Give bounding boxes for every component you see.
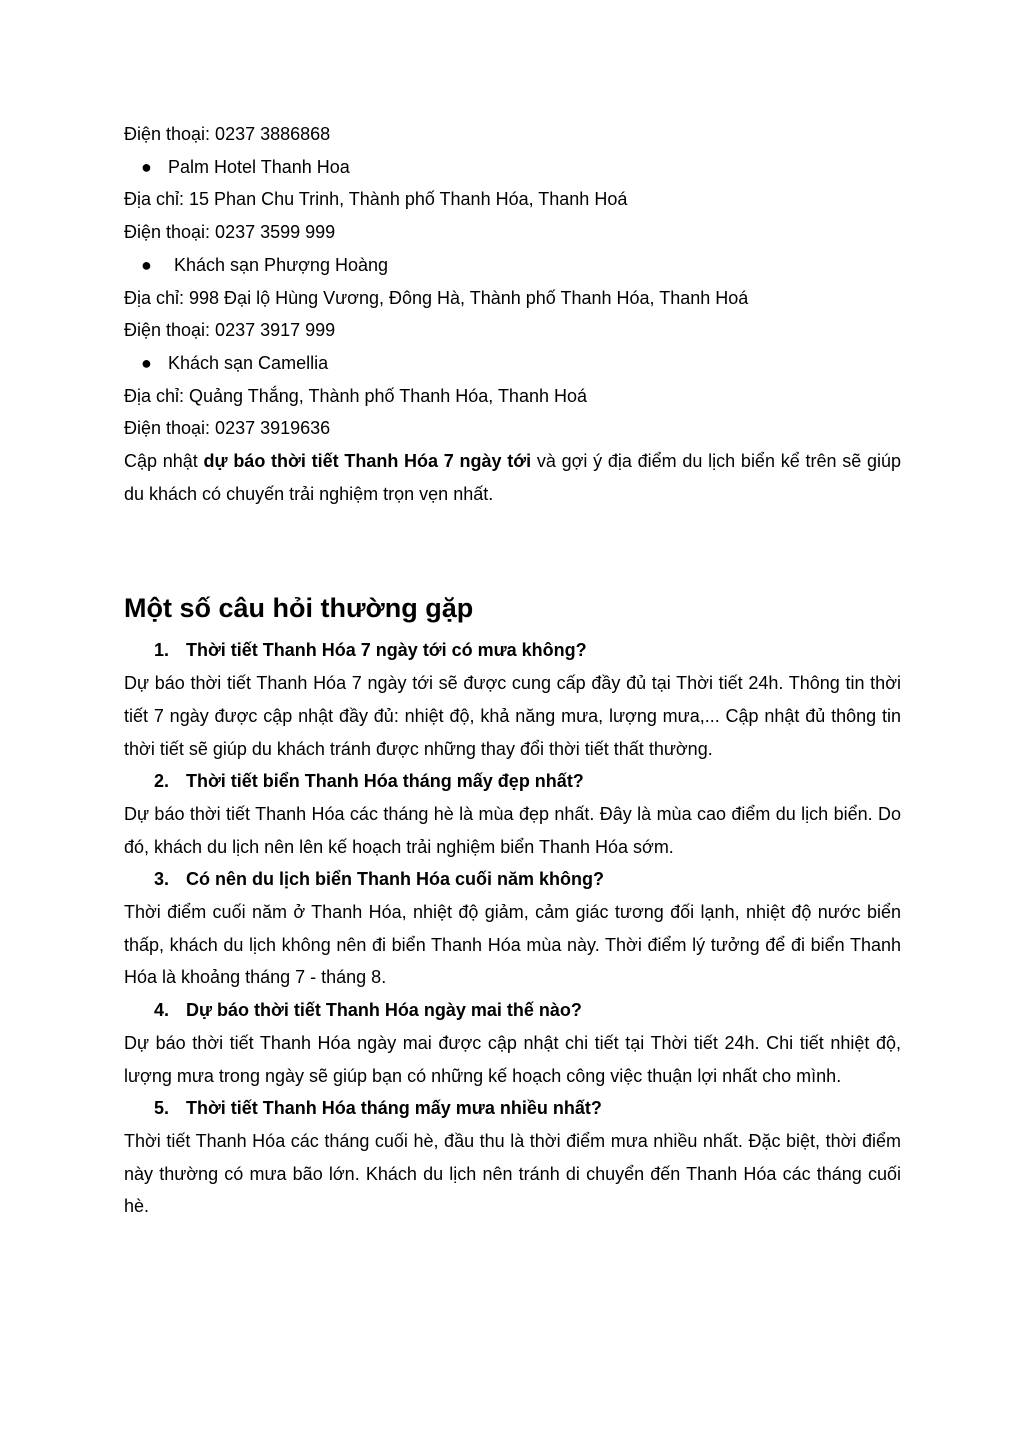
hotel-address: Địa chỉ: 15 Phan Chu Trinh, Thành phố Thanh Hóa, Thanh Hoá [124, 189, 628, 210]
hotel-address: Địa chỉ: Quảng Thắng, Thành phố Thanh Hóa, Thanh Hoá [124, 385, 587, 406]
faq-number: 3. [154, 869, 170, 890]
faq-question-text: Thời tiết Thanh Hóa tháng mấy mưa nhiều nhất? [186, 1098, 602, 1119]
faq-question [124, 1092, 901, 1125]
faq-answer: Dự báo thời tiết Thanh Hóa ngày mai được cập nhật chi tiết tại Thời tiết 24h. Chi tiết nhiệt độ, lượng mưa trong ngày sẽ giúp bạn có những kế hoạch công việc thuận lợi nhất cho mình. [124, 1032, 901, 1086]
hotel-phone: Điện thoại: 0237 3599 999 [124, 222, 336, 243]
hotel-address: Địa chỉ: 998 Đại lộ Hùng Vương, Đông Hà, Thành phố Thanh Hóa, Thanh Hoá [124, 287, 749, 308]
faq-answer: Dự báo thời tiết Thanh Hóa các tháng hè là mùa đẹp nhất. Đây là mùa cao điểm du lịch biển. Do đó, khách du lịch nên lên kế hoạch trải nghiệm biển Thanh Hóa sớm. [124, 803, 901, 857]
bullet-icon: ● [141, 352, 152, 373]
faq-question-text: Thời tiết biển Thanh Hóa tháng mấy đẹp nhất? [186, 771, 584, 792]
hotel-name: Palm Hotel Thanh Hoa [168, 156, 350, 177]
faq-heading: Một số câu hỏi thường gặp [124, 593, 474, 624]
intro-phone: Điện thoại: 0237 3886868 [124, 124, 331, 144]
hotel-phone: Điện thoại: 0237 3919636 [124, 418, 331, 439]
hotel-phone: Điện thoại: 0237 3917 999 [124, 320, 336, 341]
document-page [124, 118, 901, 1223]
faq-number: 5. [154, 1098, 170, 1119]
faq-answer: Dự báo thời tiết Thanh Hóa 7 ngày tới sẽ được cung cấp đầy đủ tại Thời tiết 24h. Thông tin thời tiết 7 ngày được cập nhật đầy đủ: nhiệt độ, khả năng mưa, lượng mưa,... Cập nhật đủ thông tin thời tiết sẽ giúp du khách tránh được những thay đổi thời tiết thất thường. [124, 673, 901, 759]
faq-question-text: Thời tiết Thanh Hóa 7 ngày tới có mưa không? [186, 640, 587, 661]
faq-answer: Thời điểm cuối năm ở Thanh Hóa, nhiệt độ giảm, cảm giác tương đối lạnh, nhiệt độ nước biển thấp, khách du lịch không nên đi biển Thanh Hóa mùa này. Thời điểm lý tưởng để đi biển Thanh Hóa là khoảng tháng 7 - tháng 8. [124, 902, 901, 988]
faq-question-text: Có nên du lịch biển Thanh Hóa cuối năm không? [186, 869, 604, 890]
hotel-name: Khách sạn Camellia [168, 352, 329, 373]
faq-question [124, 863, 901, 896]
faq-question [124, 994, 901, 1027]
faq-number: 2. [154, 771, 170, 792]
faq-question-text: Dự báo thời tiết Thanh Hóa ngày mai thế nào? [186, 1000, 582, 1021]
faq-question [124, 765, 901, 798]
summary-paragraph [124, 445, 901, 510]
summary-suffix: và gợi ý địa điểm du lịch biển kể trên sẽ giúp du khách có chuyến trải nghiệm trọn vẹn nhất. [124, 451, 901, 504]
faq-question [124, 634, 901, 667]
bullet-icon: ● [141, 156, 152, 177]
faq-number: 4. [154, 1000, 170, 1021]
hotel-name-phuong-hoang [124, 249, 901, 282]
bullet-icon: ● [141, 254, 152, 275]
faq-answer: Thời tiết Thanh Hóa các tháng cuối hè, đầu thu là thời điểm mưa nhiều nhất. Đặc biệt, thời điểm này thường có mưa bão lớn. Khách du lịch nên tránh di chuyển đến Thanh Hóa các tháng cuối hè. [124, 1130, 901, 1217]
summary-prefix: Cập nhật [124, 451, 204, 472]
faq-number: 1. [154, 640, 170, 661]
hotel-name: Khách sạn Phượng Hoàng [174, 254, 388, 275]
hotel-name-camellia [124, 347, 901, 380]
hotel-name-palm [124, 151, 901, 184]
summary-bold-link-text: dự báo thời tiết Thanh Hóa 7 ngày tới [203, 451, 532, 472]
